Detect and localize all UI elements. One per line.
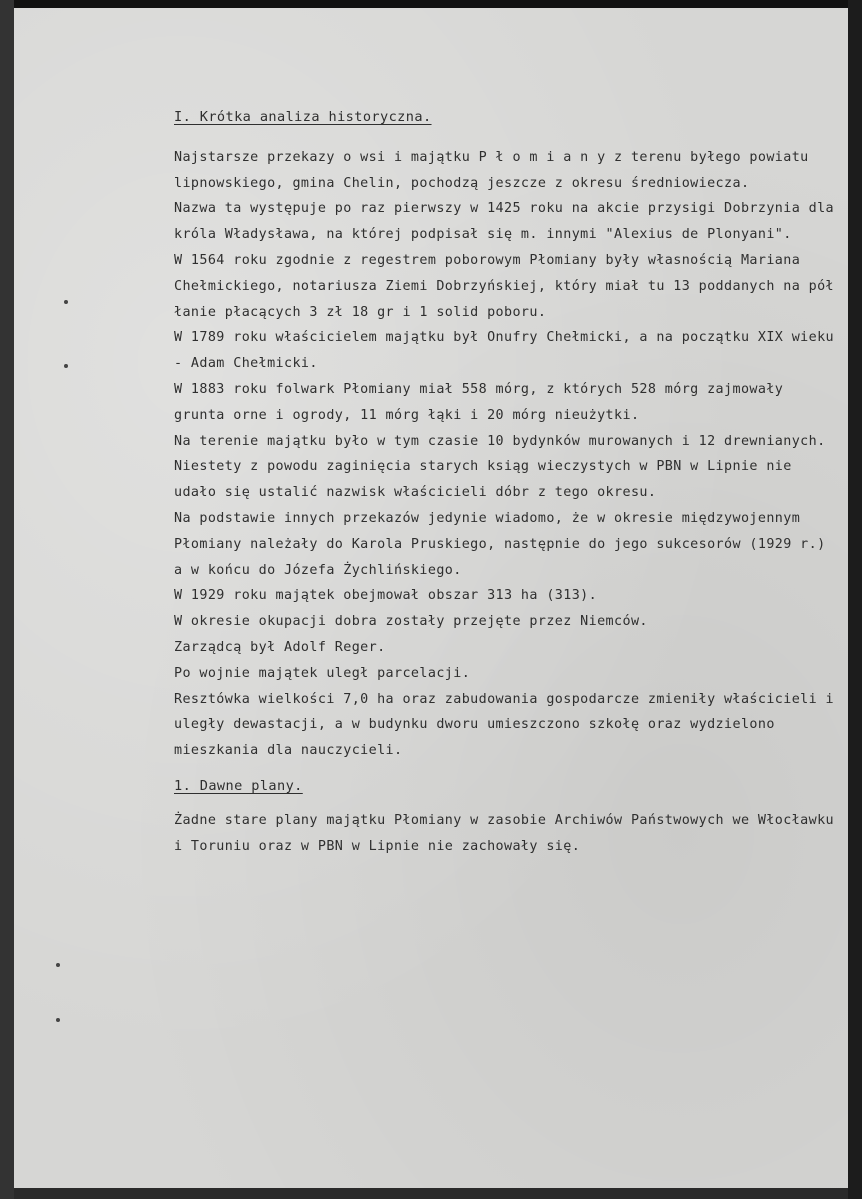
paragraph: W 1929 roku majątek obejmował obszar 313 ha (313). xyxy=(174,588,598,604)
punch-mark xyxy=(56,1018,60,1022)
paragraph: Po wojnie majątek uległ parcelacji. xyxy=(174,665,471,681)
history-text xyxy=(174,145,839,764)
document-body xyxy=(174,105,839,859)
paragraph: W 1789 roku właścicielem majątku był Onufry Chełmicki, a na początku XIX wieku - Adam Chełmicki. xyxy=(174,330,835,372)
paragraph: W 1564 roku zgodnie z regestrem poborowym Płomiany były własnością Mariana Chełmickiego, notariusza Ziemi Dobrzyńskiej, który miał tu 13 poddanych na pół łanie płacących 3 zł 18 gr i 1 solid poboru. xyxy=(174,252,835,320)
scan-right-edge xyxy=(848,0,862,1199)
paragraph: W okresie okupacji dobra zostały przejęte przez Niemców. xyxy=(174,614,648,630)
scan-top-edge xyxy=(0,0,862,8)
paragraph: Na podstawie innych przekazów jedynie wiadomo, że w okresie międzywojennym Płomiany należały do Karola Pruskiego, następnie do jego sukcesorów (1929 r.) a w końcu do Józefa Żychlińskiego. xyxy=(174,510,826,578)
section-heading-old-plans: 1. Dawne plany. xyxy=(174,777,303,794)
scan-left-edge xyxy=(0,0,14,1199)
punch-mark xyxy=(64,364,68,368)
paragraph: Najstarsze przekazy o wsi i majątku P ł o m i a n y z terenu byłego powiatu lipnowskiego, gmina Chelin, pochodzą jeszcze z okresu średniowiecza. xyxy=(174,149,809,191)
punch-mark xyxy=(56,963,60,967)
paragraph: Nazwa ta występuje po raz pierwszy w 1425 roku na akcie przysigi Dobrzynia dla króla Władysława, na której podpisał się m. innymi "Alexius de Plonyani". xyxy=(174,201,835,243)
paragraph: W 1883 roku folwark Płomiany miał 558 mórg, z których 528 mórg zajmowały grunta orne i ogrody, 11 mórg łąki i 20 mórg nieużytki. xyxy=(174,381,784,423)
paragraph: Niestety z powodu zaginięcia starych ksiąg wieczystych w PBN w Lipnie nie udało się ustalić nazwisk właścicieli dóbr z tego okresu. xyxy=(174,459,792,501)
paragraph: Na terenie majątku było w tym czasie 10 bydynków murowanych i 12 drewnianych. xyxy=(174,433,826,449)
old-plans-text xyxy=(174,808,839,860)
punch-mark xyxy=(64,300,68,304)
paragraph: Żadne stare plany majątku Płomiany w zasobie Archiwów Państwowych we Włocławku i Toruniu oraz w PBN w Lipnie nie zachowały się. xyxy=(174,812,835,854)
section-heading-history: I. Krótka analiza historyczna. xyxy=(174,109,432,125)
paragraph: Zarządcą był Adolf Reger. xyxy=(174,639,386,655)
paragraph: Resztówka wielkości 7,0 ha oraz zabudowania gospodarcze zmieniły właścicieli i uległy dewastacji, a w budynku dworu umieszczono szkołę oraz wydzielono mieszkania dla nauczycieli. xyxy=(174,691,835,759)
